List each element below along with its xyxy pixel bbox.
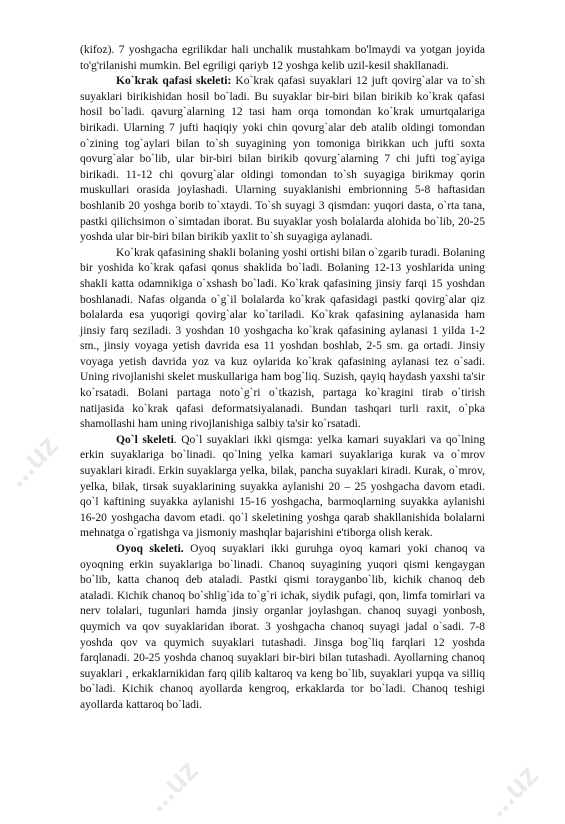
paragraph	[80, 433, 485, 542]
document-page	[80, 43, 485, 714]
paragraph-heading: Oyoq skeleti.	[116, 543, 184, 555]
paragraph	[80, 246, 485, 433]
paragraph-text: Oyoq suyaklari ikki guruhga oyoq kamari yoki chanoq va oyoqning erkin suyaklariga bo`linadi. Chanoq suyagining yuqori qismi kengaygan bo`lib, katta chanoq deb ataladi. Pastki qismi torayganbo`lib, kichik chanoq deb ataladi. Kichik chanoq bo`shlig`ida to`g`ri ichak, siydik pufagi, qon, limfa tomirlari va nerv tolalari, tugunlari hamda jinsiy organlar joylashgan. chanoq suyagi yonbosh, quymich va qov suyaklaridan iborat. 3 yoshgacha chanoq suyagi jadal o`sadi. 7-8 yoshda qov va quymich suyaklari tutashadi. Jinsga bog`liq farqlari 12 yoshda farqlanadi. 20-25 yoshda chanoq suyaklari bir-biri bilan tutashadi. Ayollarning chanoq suyaklari , erkaklarnikidan farq qilib kaltaroq va keng bo`lib, suyaklari yupqa va silliq bo`ladi. Kichik chanoq ayollarda kengroq, erkaklarda tor bo`ladi. Chanoq teshigi ayollarda kattaroq bo`ladi.	[80, 543, 485, 711]
watermark: ...uz	[0, 428, 65, 494]
paragraph-heading: Ko`krak qafasi skeleti:	[116, 75, 232, 88]
paragraph	[80, 43, 485, 74]
watermark: ...uz	[480, 758, 545, 824]
paragraph	[80, 542, 485, 714]
paragraph-text: Ko`krak qafasi suyaklari 12 juft qovirg`alar va to`sh suyaklari birikishidan hosil bo`ladi. Bu suyaklar bir-biri bilan birikib ko`krak qafasi hosil bo`ladi. qavurg`alarning 12 tasi ham orqa tomondan ko`krak umurtqalariga birikadi. Ularning 7 jufti haqiqiy yoki chin qovurg`alar deb atalib oldingi tomondan o`zining tog`aylari bilan to`sh suyagining yon tomoniga birikkan uch jufti soxta qovurg`alar bo`lib, ular bir-biri bilan birikib qovurg`alarning 7 chi jufti tog`ayiga birikadi. 11-12 chi qovurg`alar oldingi tomondan to`sh suyagiga birikmay qorin muskullari orasida joylashadi. Ularning suyaklanishi embrionning 5-8 haftasidan boshlanib 20 yoshga borib to`xtaydi. To`sh suyagi 3 qismdan: yuqori dasta, o`rta tana, pastki qilichsimon o`simtadan iborat. Bu suyaklar yosh bolalarda alohida bo`lib, 20-25 yoshda ular bir-biri bilan birikib yaxlit to`sh suyagiga aylanadi.	[80, 75, 485, 244]
paragraph	[80, 74, 485, 246]
paragraph-heading: Qo`l skeleti	[116, 433, 174, 446]
paragraph-text: (kifoz). 7 yoshgacha egrilikdar hali unchalik mustahkam bo'lmaydi va yotgan joyida to'g'rilanishi mumkin. Bel egriligi qariyb 12 yoshga kelib uzil-kesil shakllanadi.	[80, 44, 485, 72]
paragraph-text: . Qo`l suyaklari ikki qismga: yelka kamari suyaklari va qo`lning erkin suyaklariga bo`linadi. qo`lning yelka kamari suyaklariga kurak va o`mrov suyaklari kiradi. Erkin suyaklarga yelka, bilak, pancha suyaklari kiradi. Kurak, o`mrov, yelka, bilak, tirsak suyaklarining suyakka aylanishi 20 – 25 yoshgacha davom etadi. qo`l kaftining suyakka aylanishi 15-16 yoshgacha, barmoqlarning suyakka aylanishi 16-20 yoshgacha davom etadi. qo`l skeletining yoshga qarab shakllanishida bolalarni mehnatga o`rgatishga va jismoniy mashqlar bajarishini e'tiborga olish kerak.	[80, 433, 485, 540]
watermark: ...uz	[140, 753, 205, 819]
paragraph-text: Ko`krak qafasining shakli bolaning yoshi ortishi bilan o`zgarib turadi. Bolaning bir yoshida ko`krak qafasi qonus shaklida bo`ladi. Bolaning 12-13 yoshlarida uning shakli katta odamnikiga o`xshash bo`ladi. Ko`krak qafasining jinsiy farqi 15 yoshdan boshlanadi. Nafas olganda o`g`il bolalarda ko`krak qafasidagi pastki qovirg`alar qiz bolalarda esa yuqorigi qovirg`alar ko`tariladi. Ko`krak qafasining aylanasida ham jinsiy farq seziladi. 3 yoshdan 10 yoshgacha ko`krak qafasining aylanasi 1 yilda 1-2 sm., jinsiy voyaga yetish davrida esa 11 yoshdan boshlab, 2-5 sm. ga ortadi. Jinsiy voyaga yetish davrida yoz va kuz oylarida ko`krak qafasining aylanasi tez o`sadi. Uning rivojlanishi skelet muskullariga ham bog`liq. Suzish, qayiq haydash yaxshi ta'sir ko`rsatadi. Bolani partaga noto`g`ri o`tkazish, partaga ko`kragini tirab o`tirish natijasida ko`krak qafasi deformatsiyalanadi. Bundan tashqari turli raxit, o`pka shamollashi ham uning rivojlanishiga salbiy ta'sir ko`rsatadi.	[80, 246, 485, 431]
